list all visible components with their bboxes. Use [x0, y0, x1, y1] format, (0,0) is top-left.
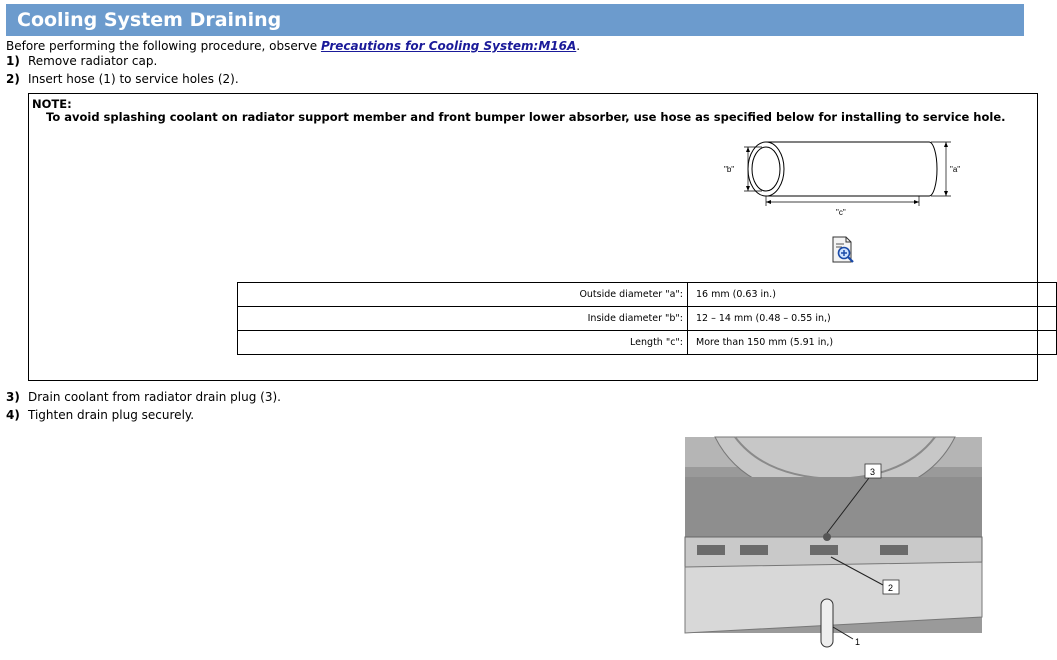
hose-1	[821, 599, 833, 647]
step-text: Insert hose (1) to service holes (2).	[28, 72, 239, 86]
slot-3	[810, 545, 838, 555]
table-row	[238, 283, 1057, 307]
note-label: NOTE:	[32, 97, 72, 111]
precautions-link[interactable]: Precautions for Cooling System:M16A	[320, 39, 577, 53]
step-1	[6, 54, 157, 68]
spec-value: 12 – 14 mm (0.48 – 0.55 in,)	[688, 307, 1057, 331]
page-title: Cooling System Draining	[17, 9, 282, 31]
intro-suffix: .	[576, 39, 581, 53]
slot-4	[880, 545, 908, 555]
callout-3: 3	[870, 467, 876, 477]
spec-value: More than 150 mm (5.91 in,)	[688, 331, 1057, 355]
label-b: "b"	[724, 165, 735, 174]
spec-label: Inside diameter "b":	[238, 307, 688, 331]
step-number: 1)	[6, 54, 20, 68]
radiator-photo	[685, 437, 982, 647]
table-row	[238, 331, 1057, 355]
spec-label: Length "c":	[238, 331, 688, 355]
step-number: 4)	[6, 408, 20, 422]
step-text: Tighten drain plug securely.	[28, 408, 195, 422]
label-c: "c"	[836, 208, 846, 217]
radiator-core	[685, 477, 982, 542]
step-text: Drain coolant from radiator drain plug (3).	[28, 390, 281, 404]
callout-2: 2	[888, 583, 894, 593]
table-row	[238, 307, 1057, 331]
hose-back-end	[929, 142, 937, 196]
hose-diagram	[719, 134, 969, 224]
spec-value: 16 mm (0.63 in.)	[688, 283, 1057, 307]
hose-front-inner	[752, 147, 780, 191]
step-text: Remove radiator cap.	[28, 54, 158, 68]
step-number: 2)	[6, 72, 20, 86]
drain-plug	[823, 533, 831, 541]
label-a: "a"	[950, 165, 961, 174]
spec-table	[237, 282, 1057, 355]
note-text: To avoid splashing coolant on radiator support member and front bumper lower absorber, use hose as specified below for installing to service hole.	[46, 110, 1006, 124]
zoom-icon[interactable]	[831, 236, 855, 264]
slot-1	[697, 545, 725, 555]
callout-1: 1	[855, 637, 861, 647]
step-4	[6, 408, 194, 422]
intro-prefix: Before performing the following procedure, observe	[6, 39, 321, 53]
step-number: 3)	[6, 390, 20, 404]
spec-label: Outside diameter "a":	[238, 283, 688, 307]
step-3	[6, 390, 281, 404]
title-bar	[6, 4, 1024, 36]
note-box	[28, 93, 1038, 381]
intro-text	[6, 39, 580, 53]
slot-2	[740, 545, 768, 555]
step-2	[6, 72, 239, 86]
